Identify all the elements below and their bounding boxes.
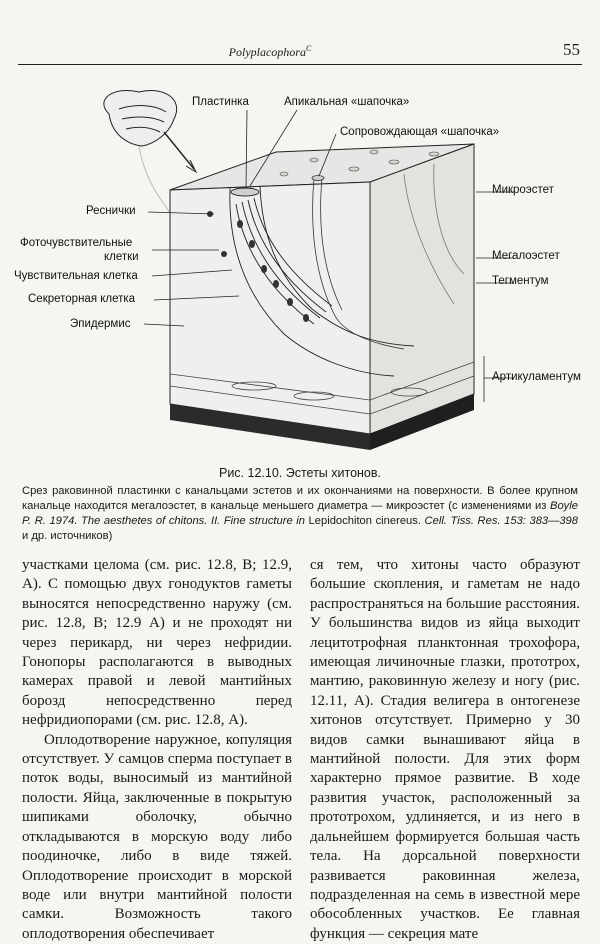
label-photosensitive-2: клетки: [104, 251, 139, 263]
text-column-right: [310, 556, 580, 944]
paragraph: ся тем, что хитоны часто образуют большие скопления, и гаметам не надо распространяться на большие расстояния. У большинства видов из яйца выходит лецитотрофная планктонная трохофора, имеющая личиночные глазки, прототрох, мантию, раковинную железу и ногу (рис. 12.11, А). Стадия велигера в онтогенезе хитонов отсутствует. Примерно у 30 видов самки вынашивают яйца в мантийной полости. Для этих форм характерно прямое развитие. В ходе развития участок, расположенный за прототрохом, удлиняется, и из него в дальнейшем формируется большая часть тела. На дорсальной поверхности развивается раковинная железа, подразделенная на семь в известной мере обособленных участков. Ее главная функция — секреция мате: [310, 557, 580, 942]
label-apical-cap: Апикальная «шапочка»: [284, 96, 410, 108]
label-sensory-cell: Чувствительная клетка: [14, 270, 138, 282]
label-megalesthete: Мегалоэстет: [492, 250, 560, 262]
label-plastinka: Пластинка: [192, 96, 249, 108]
label-photosensitive-1: Фоточувствительные: [20, 237, 133, 249]
running-header: [18, 40, 582, 65]
caption-species: Lepidochiton cinereus.: [304, 515, 425, 527]
caption-part1: Срез раковинной пластинки с канальцами эстетов и их окончаниями на поверхности. В более крупном канальце находится мегалоэстет, в канальце меньшего диаметра — микроэстет (с изменениями из: [22, 485, 578, 512]
block-right-face: [370, 144, 474, 434]
paragraph: Оплодотворение наружное, копуляция отсутствует. У самцов сперма поступает в поток воды, выносимый из мантийной полости. Яйца, заключенные в покрытую шипиками оболочку, обычно откладываются в морскую воду либо поодиночке, либо в виде тяжей. Оплодотворение происходит в морской воде или внутри мантийной полости самки. Возможность такого оплодотворения обеспечивает: [22, 731, 292, 942]
label-tegmentum: Тегментум: [492, 275, 549, 287]
label-articulamentum: Артикуламентум: [492, 371, 581, 383]
caption-citation: Boyle P. R. 1974. The aesthetes of chitons. II. Fine structure in: [22, 500, 578, 527]
label-epidermis: Эпидермис: [70, 318, 131, 330]
figure-caption-text: [22, 484, 578, 544]
text-column-left: [22, 556, 292, 944]
caption-end: и др. источников): [22, 530, 113, 542]
label-secretory-cell: Секреторная клетка: [28, 293, 136, 305]
running-title: Polyplacophora$^C$: [228, 44, 312, 59]
caption-journal: Cell. Tiss. Res. 153: 383—398: [424, 515, 578, 527]
page-number: 55: [563, 40, 580, 59]
running-title-sup: C: [305, 44, 312, 53]
paragraph: участками целома (см. рис. 12.8, В; 12.9, А). С помощью двух гонодуктов гаметы выносятся непосредственно наружу (см. рис. 12.8, В; 12.9 А) и не проходят ни через перикард, ни через нефридии. Гонопоры располагаются в выводных камерах правой и левой мантийных борозд непосредственно перед нефридиопорами (см. рис. 12.8, А).: [22, 557, 292, 729]
figure-aesthetes: [14, 74, 586, 466]
label-accompanying-cap: Сопровождающая «шапочка»: [340, 126, 500, 138]
figure-caption-title: Рис. 12.10. Эстеты хитонов.: [218, 466, 382, 480]
label-microesthete: Микроэстет: [492, 184, 554, 196]
label-cilia: Реснички: [86, 205, 136, 217]
